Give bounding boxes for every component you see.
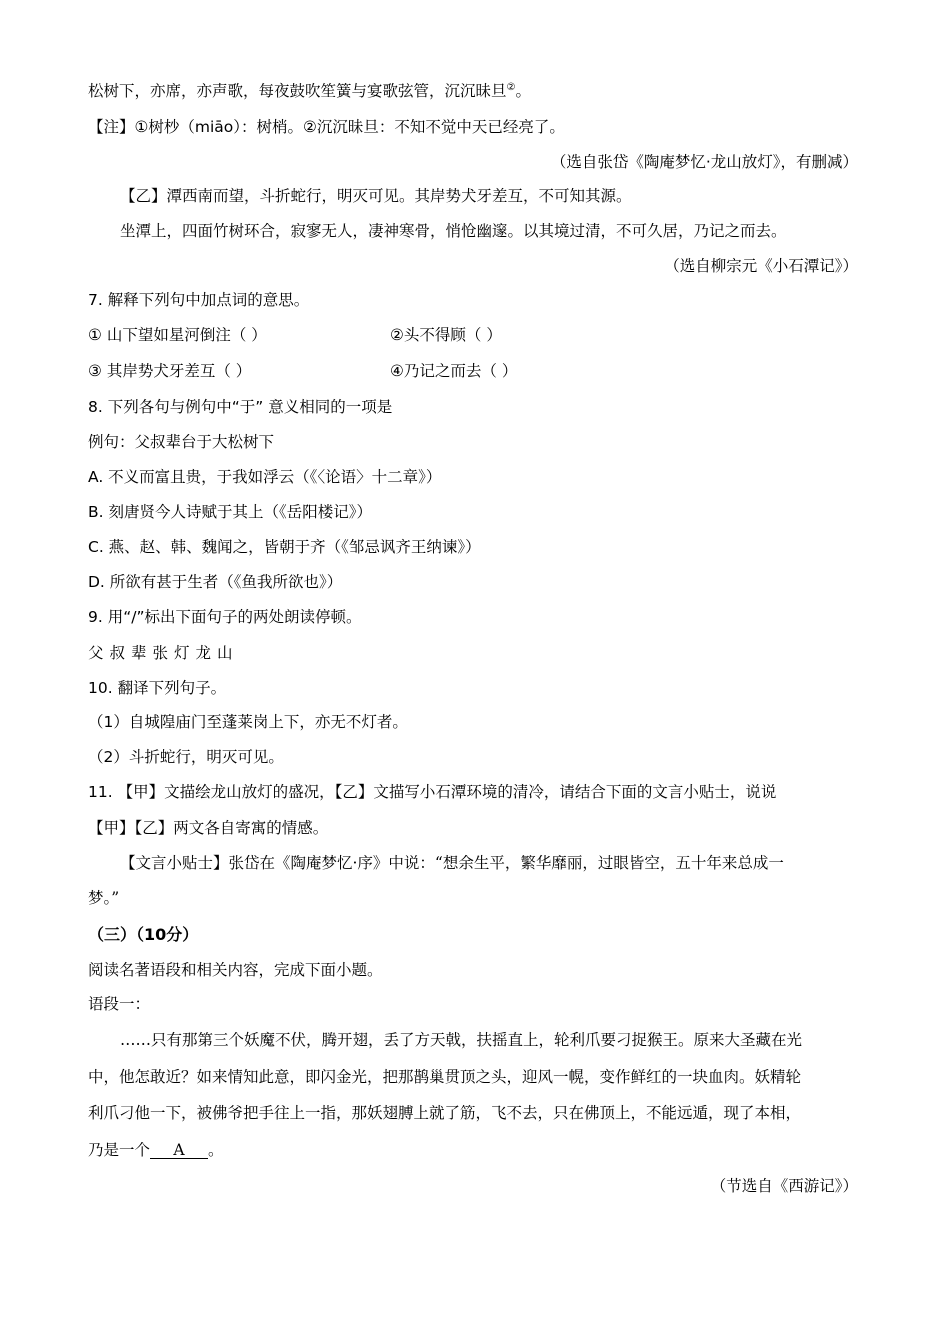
question-8-example: 例句：父叔辈台于大松树下: [88, 433, 275, 451]
question-10-sentence: （2）斗折蛇行，明灭可见。: [88, 748, 284, 766]
question-11-line: 【甲】【乙】两文各自寄寓的情感。: [88, 819, 329, 837]
passage-line: 利爪刁他一下，被佛爷把手往上一指，那妖翅膊上就了筋，飞不去，只在佛顶上，不能远遁，现了本相，: [88, 1104, 802, 1122]
passage-label: 语段一：: [88, 995, 151, 1013]
question-7-item: ① 山下望如星河倒注（ ）: [88, 326, 267, 344]
passage-line: 中，他怎敢近？如来情知此意，即闪金光，把那鹊巢贯顶之头，迎风一幌，变作鲜红的一块血肉。妖精轮: [88, 1068, 802, 1086]
text-paragraph: 坐潭上，四面竹树环合，寂寥无人，凄神寒骨，悄怆幽邃。以其境过清，不可久居，乃记之而去。: [120, 222, 787, 240]
question-9-sentence: 父叔辈张灯龙山: [88, 644, 239, 662]
source-citation: （选自张岱《陶庵梦忆·龙山放灯》，有删减）: [550, 153, 858, 171]
annotation-note: 【注】①树杪（miāo）：树梢。②沉沉昧旦：不知不觉中天已经亮了。: [88, 118, 565, 136]
tip-line: 【文言小贴士】张岱在《陶庵梦忆·序》中说：“想余生平，繁华靡丽，过眼皆空，五十年来总成一: [120, 854, 784, 872]
footnote-marker: ②: [506, 81, 516, 93]
question-8-title: 8. 下列各句与例句中“于” 意义相同的一项是: [88, 398, 393, 416]
passage-line: 乃是一个 A 。: [88, 1141, 224, 1159]
text-paragraph: 【乙】潭西南而望，斗折蛇行，明灭可见。其岸势犬牙差互，不可知其源。: [120, 187, 632, 205]
text-line: 松树下，亦席，亦声歌，每夜鼓吹笙簧与宴歌弦管，沉沉昧旦②。: [88, 81, 531, 100]
answer-blank[interactable]: A: [150, 1142, 208, 1159]
section-intro: 阅读名著语段和相关内容，完成下面小题。: [88, 961, 383, 979]
question-11-line: 11. 【甲】文描绘龙山放灯的盛况，【乙】文描写小石潭环境的清冷，请结合下面的文言小贴士，说说: [88, 783, 777, 801]
question-7-item: ④乃记之而去（ ）: [390, 362, 518, 380]
passage-line: ……只有那第三个妖魔不伏，腾开翅，丢了方天戟，扶摇直上，轮利爪要刁捉猴王。原来大圣藏在光: [120, 1031, 803, 1049]
question-7-item: ②头不得顾（ ）: [390, 326, 502, 344]
question-10-title: 10. 翻译下列句子。: [88, 679, 227, 697]
option-a: A. 不义而富且贵，于我如浮云（《〈论语〉十二章》）: [88, 468, 442, 486]
option-c: C. 燕、赵、韩、魏闻之，皆朝于齐（《邹忌讽齐王纳谏》）: [88, 538, 481, 556]
question-9-title: 9. 用“/”标出下面句子的两处朗读停顿。: [88, 608, 362, 626]
question-10-sentence: （1）自城隍庙门至蓬莱岗上下，亦无不灯者。: [88, 713, 408, 731]
option-d: D. 所欲有甚于生者（《鱼我所欲也》）: [88, 573, 343, 591]
tip-line: 梦。”: [88, 889, 120, 907]
question-7-item: ③ 其岸势犬牙差互（ ）: [88, 362, 252, 380]
source-citation: （节选自《西游记》）: [710, 1177, 858, 1195]
question-7-title: 7. 解释下列句中加点词的意思。: [88, 291, 310, 309]
source-citation: （选自柳宗元《小石潭记》）: [664, 257, 858, 275]
section-heading: （三）（10分）: [88, 925, 199, 944]
option-b: B. 刻唐贤今人诗赋于其上（《岳阳楼记》）: [88, 503, 372, 521]
